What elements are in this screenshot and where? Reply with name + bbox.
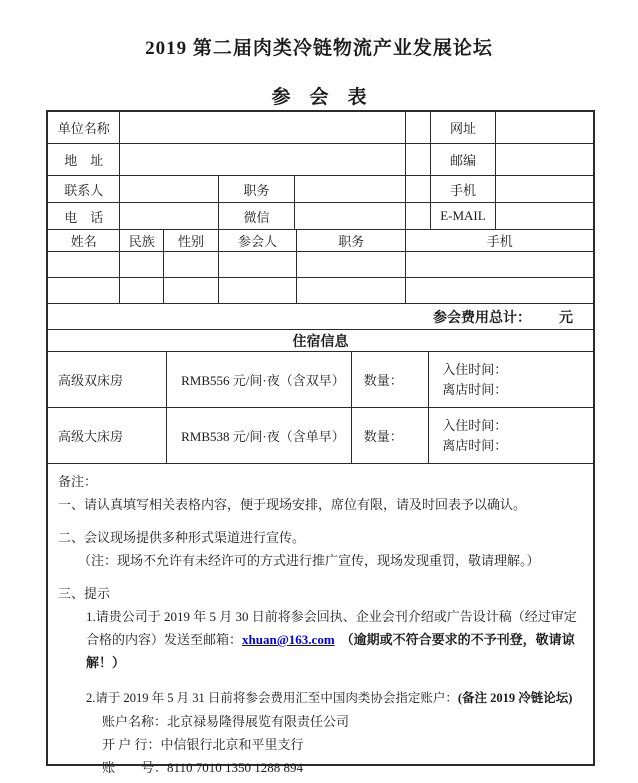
tip-1-text: 1.请贵公司于 2019 年 5 月 30 日前将参会回执、企业会刊介绍或广告设计稿（经过审定合格的内容）发送至邮箱：: [86, 609, 577, 647]
hotel-twin-room-label: 高级双床房: [48, 352, 167, 407]
position-label: 职务: [219, 176, 295, 202]
tip-2-text: 2.请于 2019 年 5 月 31 日前将参会费用汇至中国肉类协会指定账户：: [86, 691, 458, 705]
phone-field[interactable]: [120, 203, 218, 229]
attendee-row1-position-field[interactable]: [297, 252, 406, 277]
email-field[interactable]: [496, 203, 593, 229]
note-item-2-remark: （注：现场不允许有未经许可的方式进行推广宣传，现场发现重罚，敬请理解。）: [78, 553, 540, 568]
table-row-phone: [48, 203, 593, 230]
hotel-king-price: RMB538 元/间·夜（含单早）: [167, 408, 352, 463]
tip-2-memo: (备注 2019 冷链论坛): [457, 691, 573, 705]
wechat-field[interactable]: [295, 203, 406, 229]
zip-field[interactable]: [496, 144, 593, 175]
account-name-line: [58, 710, 583, 733]
page-title: 2019 第二届肉类冷链物流产业发展论坛: [145, 38, 493, 59]
hotel-king-room-label: 高级大床房: [48, 408, 167, 463]
hotel-row-twin: [48, 352, 593, 408]
narrow-spacer-cell: [406, 176, 431, 202]
tip-1: [58, 605, 583, 674]
fee-total-row: [48, 304, 593, 330]
address-field[interactable]: [120, 144, 406, 175]
attendee-row1-participant-field[interactable]: [219, 252, 297, 277]
position-field[interactable]: [295, 176, 406, 202]
hotel-twin-checkout-label[interactable]: 离店时间：: [442, 381, 508, 397]
wechat-label: 微信: [219, 203, 295, 229]
account-name-label: 账户名称：: [102, 714, 168, 729]
company-name-field[interactable]: [120, 112, 406, 143]
bank-line: [58, 733, 583, 756]
fee-unit-label: 元: [559, 310, 573, 326]
account-number-line: [58, 756, 583, 779]
registration-table: [46, 110, 595, 775]
website-field[interactable]: [496, 112, 593, 143]
note-item-2: 二、会议现场提供多种形式渠道进行宣传。: [58, 530, 306, 545]
attendee-header-participant: 参会人: [219, 230, 297, 251]
attendee-row2-mobile-field[interactable]: [406, 278, 593, 303]
contact-field[interactable]: [120, 176, 218, 202]
website-label: 网址: [431, 112, 496, 143]
hotel-row-king: [48, 408, 593, 464]
attendee-header-ethnicity: 民族: [120, 230, 164, 251]
attendee-row-2: [48, 278, 593, 304]
mobile-field[interactable]: [496, 176, 593, 202]
bank-value: 中信银行北京和平里支行: [160, 737, 304, 752]
zip-label: 邮编: [431, 144, 496, 175]
tip-1-warning: （逾期或不符合要求的不予刊登，敬请谅解！）: [86, 632, 575, 670]
attendee-row2-ethnicity-field[interactable]: [120, 278, 164, 303]
attendee-header-name: 姓名: [48, 230, 120, 251]
narrow-spacer-cell: [406, 112, 431, 143]
note-item-3-title: 三、提示: [58, 586, 111, 601]
fee-total-label: 参会费用总计：: [433, 310, 531, 326]
notes-title: 备注：: [58, 474, 98, 489]
attendee-row2-position-field[interactable]: [297, 278, 406, 303]
attendee-header-mobile: 手机: [486, 234, 513, 249]
notes-section: [48, 464, 593, 775]
hotel-twin-qty-field[interactable]: 数量：: [352, 352, 429, 407]
contact-email-link[interactable]: xhuan@163.com: [242, 632, 335, 647]
mobile-label: 手机: [431, 176, 496, 202]
note-item-1: 一、请认真填写相关表格内容，便于现场安排，席位有限，请及时回表予以确认。: [58, 497, 527, 512]
hotel-twin-price: RMB556 元/间·夜（含双早）: [167, 352, 352, 407]
hotel-king-checkout-label[interactable]: 离店时间：: [442, 437, 508, 453]
lodging-section-title: [48, 330, 593, 352]
hotel-king-time-fields[interactable]: [429, 408, 593, 463]
account-number-value: 8110 7010 1350 1288 894: [167, 760, 304, 775]
attendee-header-row: [48, 230, 593, 252]
table-row-contact: [48, 176, 593, 203]
form-title: 参 会 表: [271, 87, 367, 108]
attendee-row1-mobile-field[interactable]: [406, 252, 593, 277]
account-name-value: 北京禄易隆得展览有限责任公司: [167, 714, 350, 729]
fee-amount-field[interactable]: [531, 304, 559, 329]
attendee-row1-ethnicity-field[interactable]: [120, 252, 164, 277]
account-number-label: 账 号：: [102, 760, 168, 775]
tip-2: [58, 687, 583, 710]
attendee-row1-gender-field[interactable]: [164, 252, 219, 277]
address-label: 地 址: [48, 144, 120, 175]
table-row-address: [48, 144, 593, 176]
attendee-row2-participant-field[interactable]: [219, 278, 297, 303]
narrow-spacer-cell: [406, 144, 431, 175]
attendee-header-position: 职务: [297, 230, 406, 251]
contact-label: 联系人: [48, 176, 120, 202]
narrow-spacer-cell: [406, 203, 431, 229]
table-row-company: [48, 112, 593, 144]
hotel-king-checkin-label[interactable]: 入住时间：: [442, 417, 508, 433]
attendee-row2-gender-field[interactable]: [164, 278, 219, 303]
lodging-title-text: 住宿信息: [292, 334, 349, 350]
phone-label: 电 话: [48, 203, 120, 229]
attendee-row2-name-field[interactable]: [48, 278, 120, 303]
attendee-row1-name-field[interactable]: [48, 252, 120, 277]
email-label: E-MAIL: [431, 203, 496, 229]
hotel-twin-time-fields[interactable]: [429, 352, 593, 407]
hotel-king-qty-field[interactable]: 数量：: [352, 408, 429, 463]
company-name-label: 单位名称: [48, 112, 120, 143]
attendee-row-1: [48, 252, 593, 278]
attendee-header-gender: 性别: [164, 230, 219, 251]
hotel-twin-checkin-label[interactable]: 入住时间：: [442, 361, 508, 377]
bank-label: 开 户 行：: [102, 737, 161, 752]
